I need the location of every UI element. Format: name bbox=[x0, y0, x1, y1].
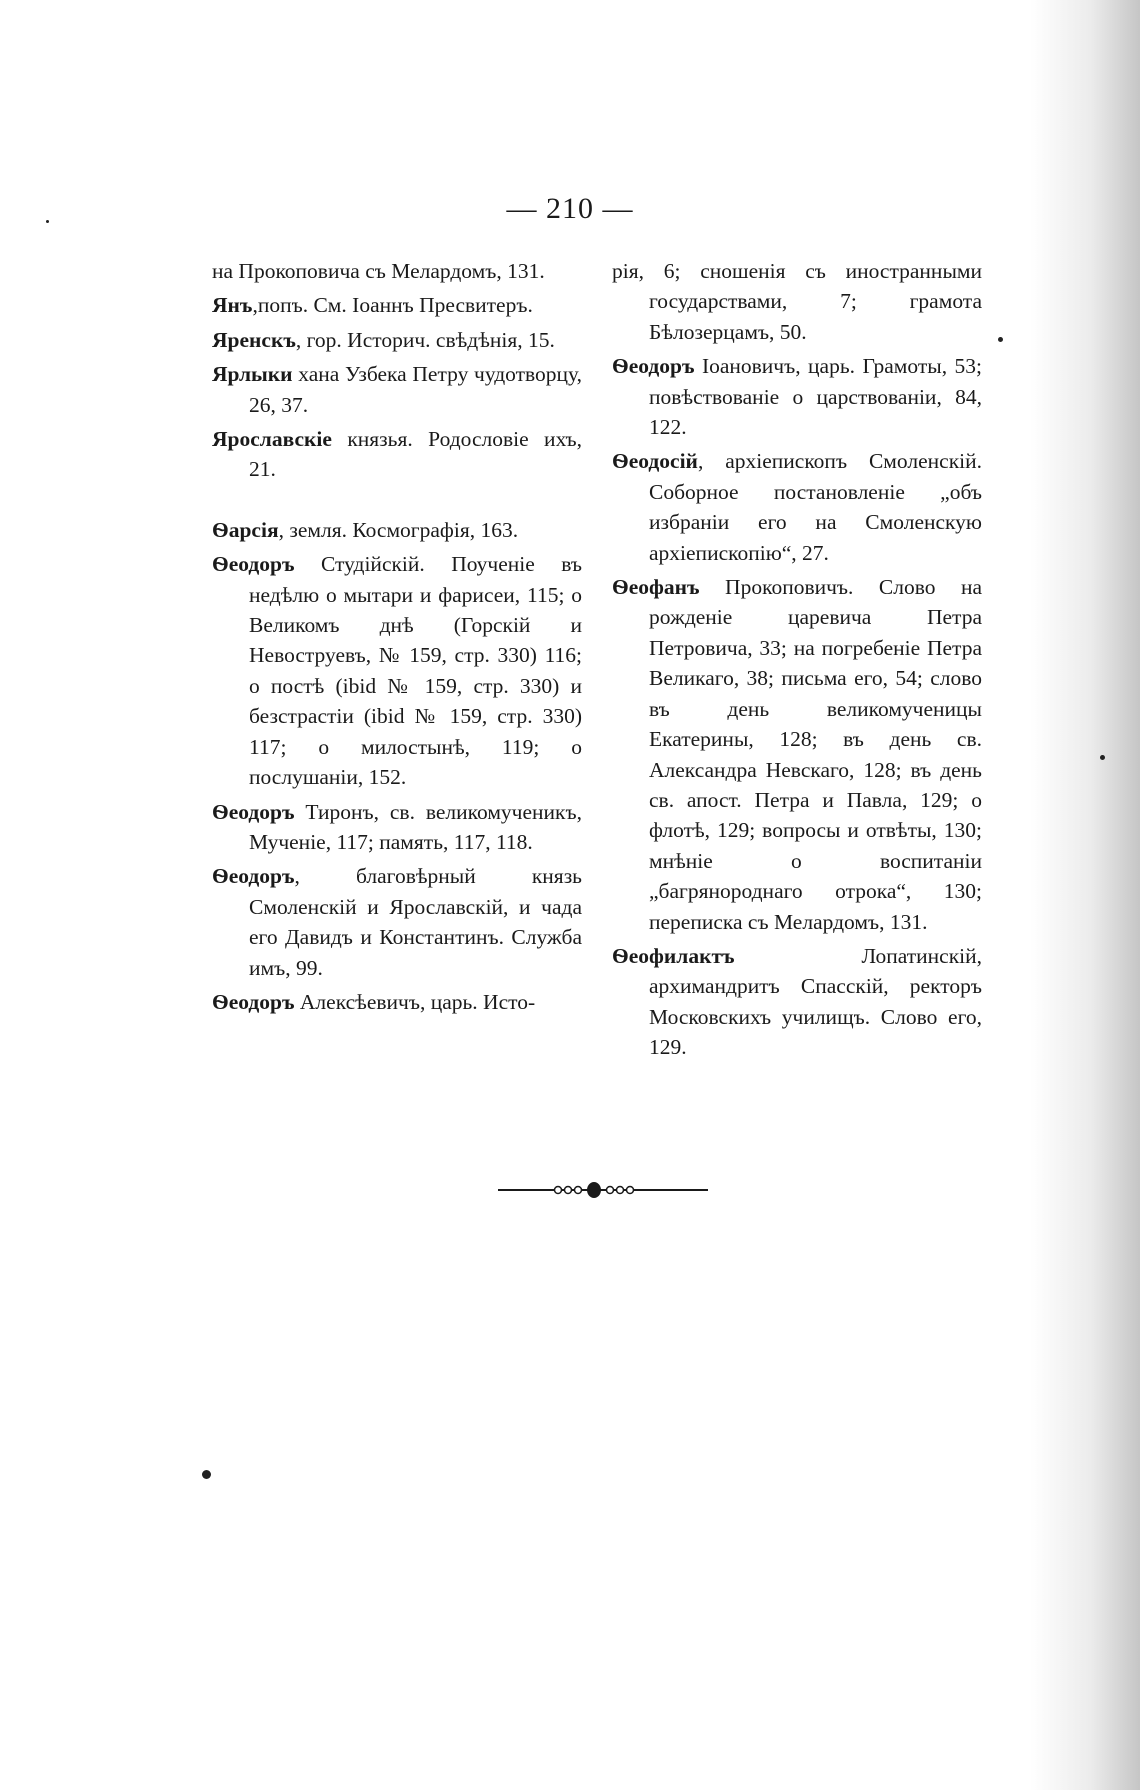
index-entry bbox=[612, 572, 982, 937]
entry-text: хана Узбека Петру чудотворцу, 26, 37. bbox=[249, 362, 582, 417]
entry-text: Тиронъ, св. великомученикъ, Мученіе, 117; память, 117, 118. bbox=[249, 799, 582, 854]
entry-text: князья. Родословіе ихъ, 21. bbox=[249, 427, 582, 482]
entry-text: ,попъ. См. Іоаннъ Пресвитеръ. bbox=[252, 293, 533, 318]
entry-text: , гор. Историч. свѣдѣнія, 15. bbox=[295, 327, 555, 352]
entry-heading: Ѳеодоръ bbox=[212, 864, 295, 889]
entry-text: рія, 6; сношенія съ иностранными государствами, 7; грамота Бѣлозерцамъ, 50. bbox=[612, 259, 982, 344]
entry-heading: Ѳеодоръ bbox=[612, 354, 695, 379]
entry-heading: Ѳеодосій bbox=[612, 449, 698, 474]
index-entry bbox=[212, 359, 582, 420]
entry-text: , благовѣрный князь Смоленскій и Ярославскій, и чада его Давидъ и Константинъ. Служба имъ, 99. bbox=[249, 864, 582, 980]
entry-text: , архіепископъ Смоленскій. Соборное постановленіе „объ избраніи его на Смоленскую архіепископію“, 27. bbox=[649, 449, 982, 565]
entry-heading: Яренскъ bbox=[212, 327, 296, 352]
entry-text: Алексѣевичъ, царь. Исто- bbox=[294, 989, 536, 1014]
index-entry bbox=[212, 797, 582, 858]
index-column-right bbox=[612, 256, 982, 1067]
index-entry bbox=[212, 987, 582, 1017]
entry-heading: Ѳарсія bbox=[212, 517, 279, 542]
scan-shadow-edge bbox=[1030, 0, 1140, 1790]
index-entry bbox=[612, 351, 982, 442]
index-entry bbox=[212, 515, 582, 545]
entry-heading: Янъ bbox=[212, 293, 253, 318]
index-entry bbox=[612, 941, 982, 1063]
index-entry bbox=[212, 549, 582, 792]
end-ornament bbox=[498, 1178, 708, 1202]
index-entry bbox=[212, 290, 582, 320]
entry-text: Іоановичъ, царь. Грамоты, 53; повѣствованіе о царствованіи, 84, 122. bbox=[649, 354, 982, 440]
entry-heading: Ярлыки bbox=[212, 362, 293, 387]
index-entry bbox=[612, 256, 982, 347]
entry-text: Студійскій. Поученіе въ недѣлю о мытари и фарисеи, 115; о Великомъ днѣ (Горскій и Невоструевъ, № 159, стр. 330) 116; о постѣ (ibid № 159, стр. 330) и безстрастіи (ibid № 159, стр. 330) 117; о милостынѣ, 119; о послушаніи, 152. bbox=[249, 552, 582, 790]
index-entry bbox=[212, 861, 582, 983]
scan-speck bbox=[202, 1470, 211, 1479]
entry-heading: Ѳеодоръ bbox=[212, 552, 295, 577]
scan-speck bbox=[1100, 755, 1105, 760]
entry-heading: Ѳеофанъ bbox=[612, 575, 700, 600]
entry-text: , земля. Космографія, 163. bbox=[278, 517, 519, 542]
entry-text: Лопатинскій, архимандритъ Спасскій, ректоръ Московскихъ училищъ. Слово его, 129. bbox=[649, 943, 982, 1060]
entry-heading: Ѳеодоръ bbox=[212, 799, 295, 824]
index-entry bbox=[212, 424, 582, 485]
scan-speck bbox=[998, 337, 1003, 342]
index-entry bbox=[212, 325, 582, 355]
entry-heading: Ѳеофилактъ bbox=[612, 943, 735, 968]
index-entry bbox=[212, 256, 582, 286]
page-number: — 210 — bbox=[506, 192, 634, 225]
entry-text: Прокоповичъ. Слово на рожденіе царевича Петра Петровича, 33; на погребеніе Петра Великаго, 38; письма его, 54; слово въ день великомученицы Екатерины, 128; въ день св. Александра Невскаго, 128; въ день св. апост. Петра и Павла, 129; о флотѣ, 129; вопросы и отвѣты, 130; мнѣніе о воспитаніи „багрянороднаго отрока“, 130; переписка съ Мелардомъ, 131. bbox=[649, 575, 982, 934]
entry-text: на Прокоповича съ Мелардомъ, 131. bbox=[212, 259, 545, 283]
index-entry bbox=[612, 446, 982, 568]
scan-speck bbox=[46, 220, 49, 223]
index-column-left bbox=[212, 256, 582, 1021]
entry-heading: Ѳеодоръ bbox=[212, 989, 295, 1014]
ornament-rule-icon bbox=[498, 1178, 708, 1202]
entry-heading: Ярославскіе bbox=[212, 427, 332, 452]
